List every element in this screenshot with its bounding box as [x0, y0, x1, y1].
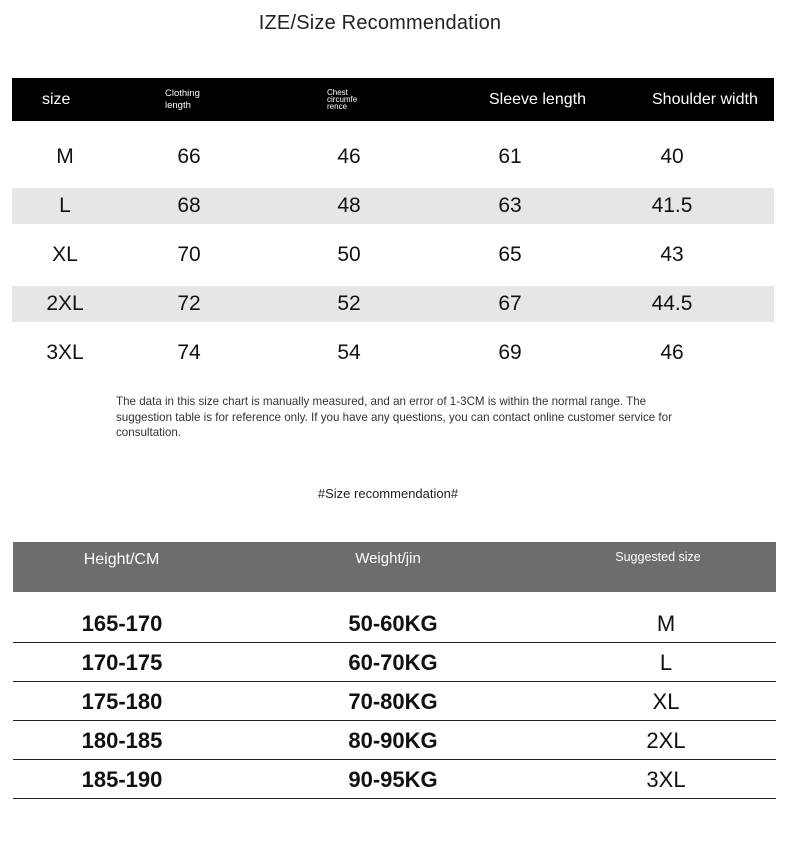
length-cell: 70: [177, 243, 201, 266]
sleeve-cell: 63: [498, 194, 522, 217]
height-cell: 185-190: [81, 767, 163, 792]
length-cell: 74: [177, 341, 201, 364]
chest-cell: 52: [337, 292, 361, 315]
size-cell: M: [56, 145, 74, 168]
table-row: [12, 139, 774, 175]
weight-cell: 80-90KG: [348, 728, 438, 753]
header-weight: Weight/jin: [355, 549, 421, 567]
table-row: [12, 286, 774, 322]
table-row: [12, 237, 774, 273]
measurement-note: The data in this size chart is manually measured, and an error of 1-3CM is within the normal range. The suggestion table is for reference only. If you have any questions, you can contact online customer service for consultation.: [116, 395, 672, 439]
header-clothing-length: Clothing length: [165, 87, 200, 111]
weight-cell: 60-70KG: [348, 650, 438, 675]
chest-cell: 54: [337, 341, 361, 364]
height-cell: 175-180: [81, 689, 163, 714]
header-suggested-size: Suggested size: [615, 550, 701, 564]
weight-cell: 50-60KG: [348, 611, 438, 636]
shoulder-cell: 46: [660, 341, 684, 364]
height-cell: 165-170: [81, 611, 163, 636]
table-row: [13, 682, 776, 721]
table-row: [12, 188, 774, 224]
weight-cell: 70-80KG: [348, 689, 438, 714]
chest-cell: 46: [337, 145, 361, 168]
length-cell: 66: [177, 145, 201, 168]
table-row: [13, 760, 776, 799]
header-chest-circumference: Chest circumfe rence: [327, 88, 358, 111]
suggested-size-cell: L: [659, 650, 673, 675]
table-row: [13, 604, 776, 643]
table-row: [13, 643, 776, 682]
chest-cell: 50: [337, 243, 361, 266]
size-cell: 3XL: [46, 341, 84, 364]
size-cell: 2XL: [46, 292, 84, 315]
header-height: Height/CM: [83, 551, 160, 568]
table-row: [12, 335, 774, 371]
header-size: size: [42, 90, 71, 108]
length-cell: 72: [177, 292, 201, 315]
shoulder-cell: 41.5: [651, 194, 693, 217]
sleeve-cell: 69: [498, 341, 522, 364]
length-cell: 68: [177, 194, 201, 217]
height-cell: 180-185: [81, 728, 163, 753]
sleeve-cell: 67: [498, 292, 522, 315]
recommend-table-header: [13, 542, 776, 592]
shoulder-cell: 44.5: [651, 292, 693, 315]
sleeve-cell: 65: [498, 243, 522, 266]
suggested-size-cell: 2XL: [646, 728, 686, 753]
table-row: [13, 721, 776, 760]
height-cell: 170-175: [81, 650, 163, 675]
recommendation-title: #Size recommendation#: [317, 486, 459, 501]
suggested-size-cell: XL: [652, 689, 680, 714]
suggested-size-cell: M: [656, 611, 676, 636]
shoulder-cell: 43: [660, 243, 684, 266]
chest-cell: 48: [337, 194, 361, 217]
size-cell: L: [59, 194, 71, 217]
size-table-header: [12, 78, 774, 121]
header-shoulder-width: Shoulder width: [652, 90, 758, 108]
shoulder-cell: 40: [660, 145, 684, 168]
page-title: IZE/Size Recommendation: [258, 12, 502, 34]
size-cell: XL: [52, 243, 78, 266]
weight-cell: 90-95KG: [348, 767, 438, 792]
header-sleeve-length: Sleeve length: [489, 90, 586, 108]
suggested-size-cell: 3XL: [646, 767, 686, 792]
sleeve-cell: 61: [498, 145, 522, 168]
